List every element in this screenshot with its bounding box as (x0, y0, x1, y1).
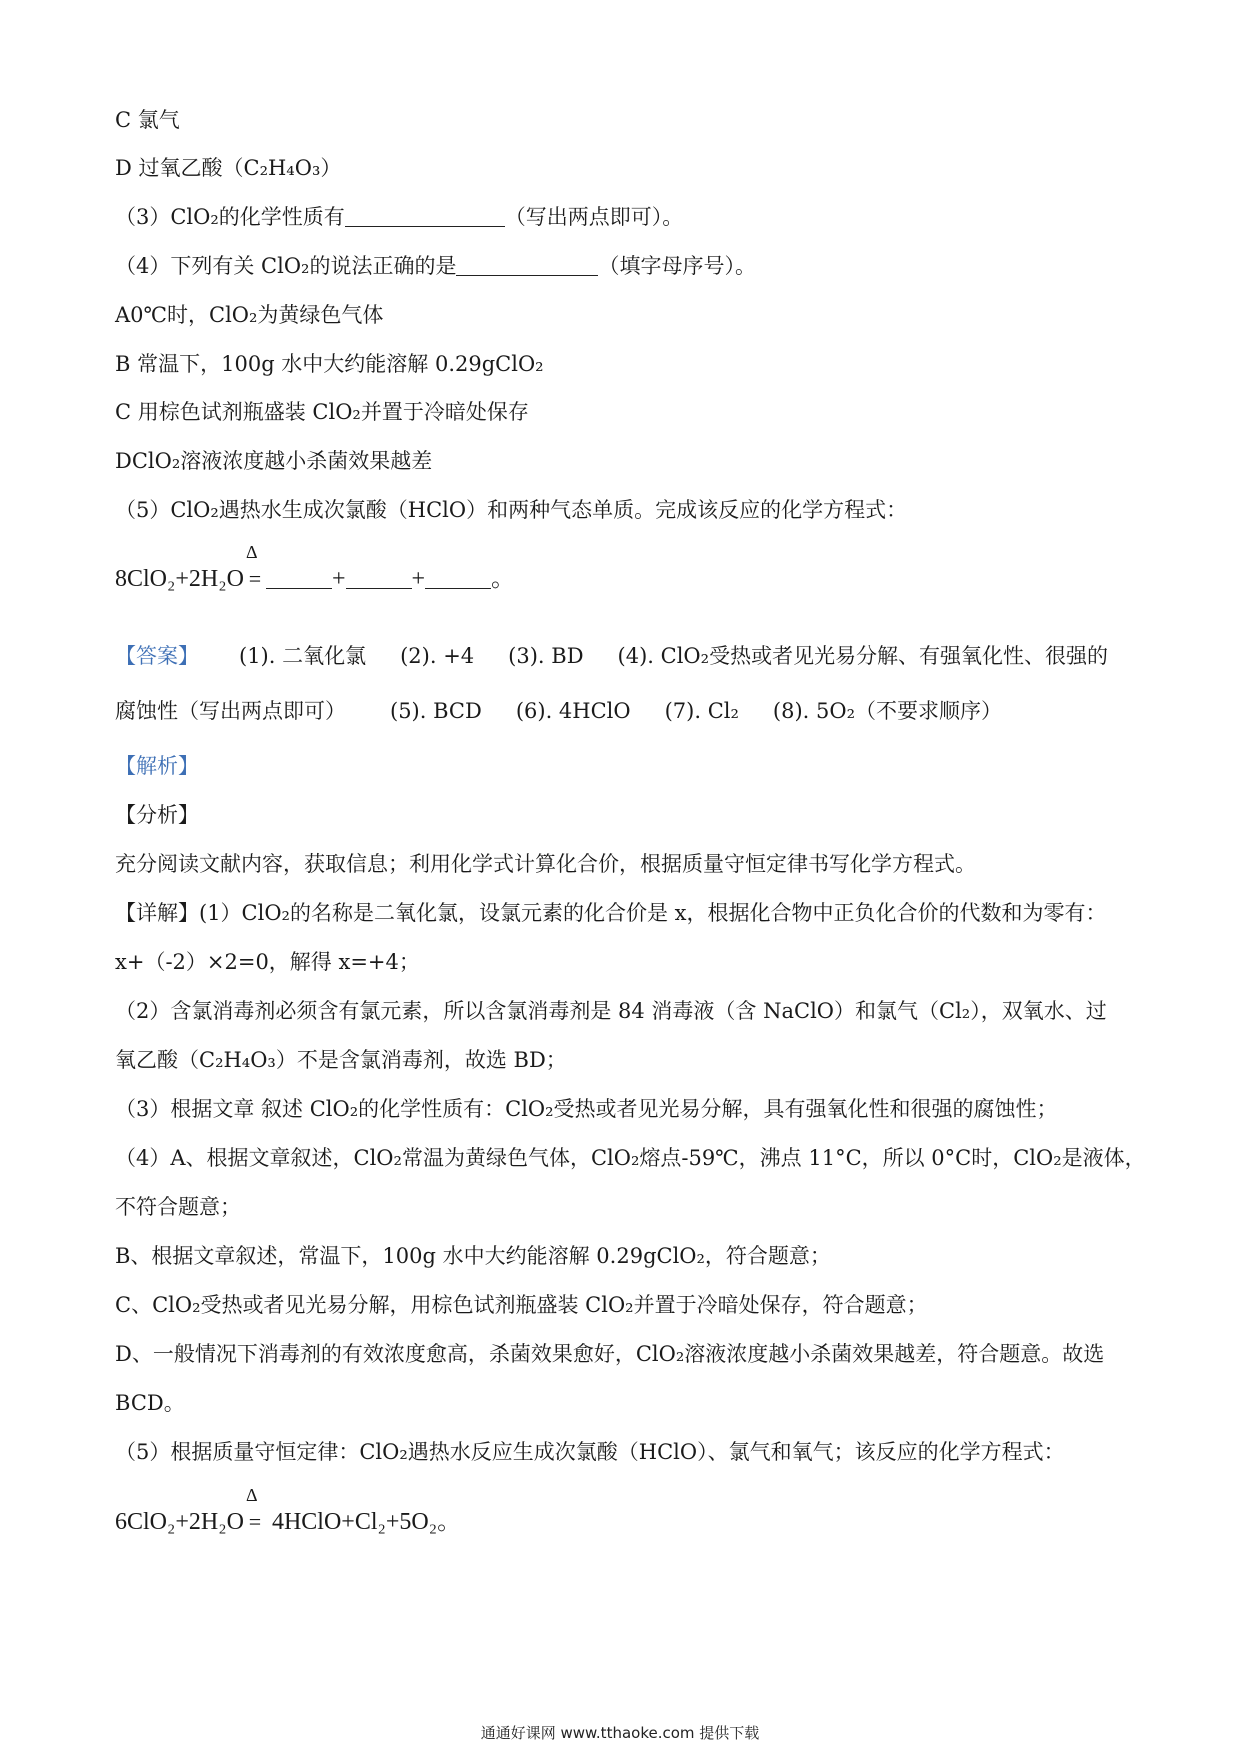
detail-4c: B、根据文章叙述，常温下，100g 水中大约能溶解 0.29gClO₂，符合题意； (115, 1244, 831, 1268)
answer-item: (3). BD (508, 644, 584, 668)
answer-row-1 (115, 642, 1130, 670)
analysis-tag: 【解析】 (115, 754, 199, 778)
question-3 (115, 203, 1130, 231)
option-d2: DClO₂溶液浓度越小杀菌效果越差 (115, 449, 433, 473)
footer-watermark: 通通好课网 www.tthaoke.com 提供下载 (480, 1724, 760, 1742)
detail-2b: 氧乙酸（C₂H₄O₃）不是含氯消毒剂，故选 BD； (115, 1048, 567, 1072)
answer-item: (2). +4 (400, 644, 475, 668)
option-c: C 氯气 (115, 108, 180, 132)
equation-final (115, 1485, 1130, 1536)
answer-item: (8). 5O₂（不要求顺序） (772, 699, 1003, 723)
question-3-text: （3）ClO₂的化学性质有 (115, 205, 345, 229)
detail-2: （2）含氯消毒剂必须含有氯元素，所以含氯消毒剂是 84 消毒液（含 NaClO）和氯气（Cl₂），双氧水、过 (115, 999, 1107, 1023)
heat-symbol: Δ = (245, 1485, 262, 1534)
answer-item: (5). BCD (390, 699, 482, 723)
fenxi-text: 充分阅读文献内容，获取信息；利用化学式计算化合价，根据质量守恒定律书写化学方程式。 (115, 852, 976, 876)
answer-blank (425, 566, 491, 589)
fenxi-tag: 【分析】 (115, 803, 199, 827)
detail-4: （4）A、根据文章叙述，ClO₂常温为黄绿色气体，ClO₂熔点-59℃，沸点 11°C，所以 0°C时，ClO₂是液体， (115, 1146, 1146, 1170)
equation-right: 4HClO+Cl₂+5O₂。 (265, 1509, 462, 1535)
answer-blank (266, 566, 332, 589)
option-a2: A0℃时，ClO₂为黄绿色气体 (115, 303, 384, 327)
detail-4e: D、一般情况下消毒剂的有效浓度愈高，杀菌效果愈好，ClO₂溶液浓度越小杀菌效果越差，符合题意。故选 (115, 1342, 1105, 1366)
answer-item: (6). 4HClO (515, 699, 631, 723)
answer-item: (1). 二氧化氯 (239, 644, 367, 668)
option-d: D 过氧乙酸（C₂H₄O₃） (115, 156, 342, 180)
question-5: （5）ClO₂遇热水生成次氯酸（HClO）和两种气态单质。完成该反应的化学方程式： (115, 498, 908, 522)
question-4-text: （4）下列有关 ClO₂的说法正确的是 (115, 254, 457, 278)
answer-row-2 (115, 697, 1130, 725)
heat-symbol: Δ = (245, 542, 262, 591)
answer-blank (456, 253, 598, 276)
question-3-hint: （写出两点即可）。 (504, 205, 684, 229)
detail-4b: 不符合题意； (115, 1195, 241, 1219)
answer-item: (4). ClO₂受热或者见光易分解、有强氧化性、很强的 (617, 644, 1109, 668)
answer-blank (345, 204, 505, 227)
answer-item: 腐蚀性（写出两点即可） (115, 699, 346, 723)
detail-3: （3）根据文章 叙述 ClO₂的化学性质有：ClO₂受热或者见光易分解，具有强氧化性和很强的腐蚀性； (115, 1097, 1058, 1121)
question-4-hint: （填字母序号）。 (598, 254, 756, 278)
option-c2: C 用棕色试剂瓶盛装 ClO₂并置于冷暗处保存 (115, 400, 529, 424)
equation-left: 8ClO₂+2H₂O (115, 566, 244, 592)
detail-4f: BCD。 (115, 1391, 185, 1415)
equation-blank: 8ClO₂+2H₂O Δ = + + 。 (115, 542, 516, 592)
option-b2: B 常温下，100g 水中大约能溶解 0.29gClO₂ (115, 352, 544, 376)
detail-4d: C、ClO₂受热或者见光易分解，用棕色试剂瓶盛装 ClO₂并置于冷暗处保存，符合题意； (115, 1293, 928, 1317)
answer-tag: 【答案】 (115, 644, 199, 668)
equation-left: 6ClO₂+2H₂O (115, 1509, 244, 1535)
answer-blank (346, 566, 412, 589)
question-4 (115, 252, 1130, 280)
detail-5: （5）根据质量守恒定律：ClO₂遇热水反应生成次氯酸（HClO）、氯气和氧气；该反应的化学方程式： (115, 1440, 1065, 1464)
answer-item: (7). Cl₂ (664, 699, 739, 723)
detail-1b: x+（-2）×2=0，解得 x=+4； (115, 950, 420, 974)
detail-1: 【详解】(1）ClO₂的名称是二氧化氯，设氯元素的化合价是 x，根据化合物中正负化合价的代数和为零有： (115, 901, 1107, 925)
